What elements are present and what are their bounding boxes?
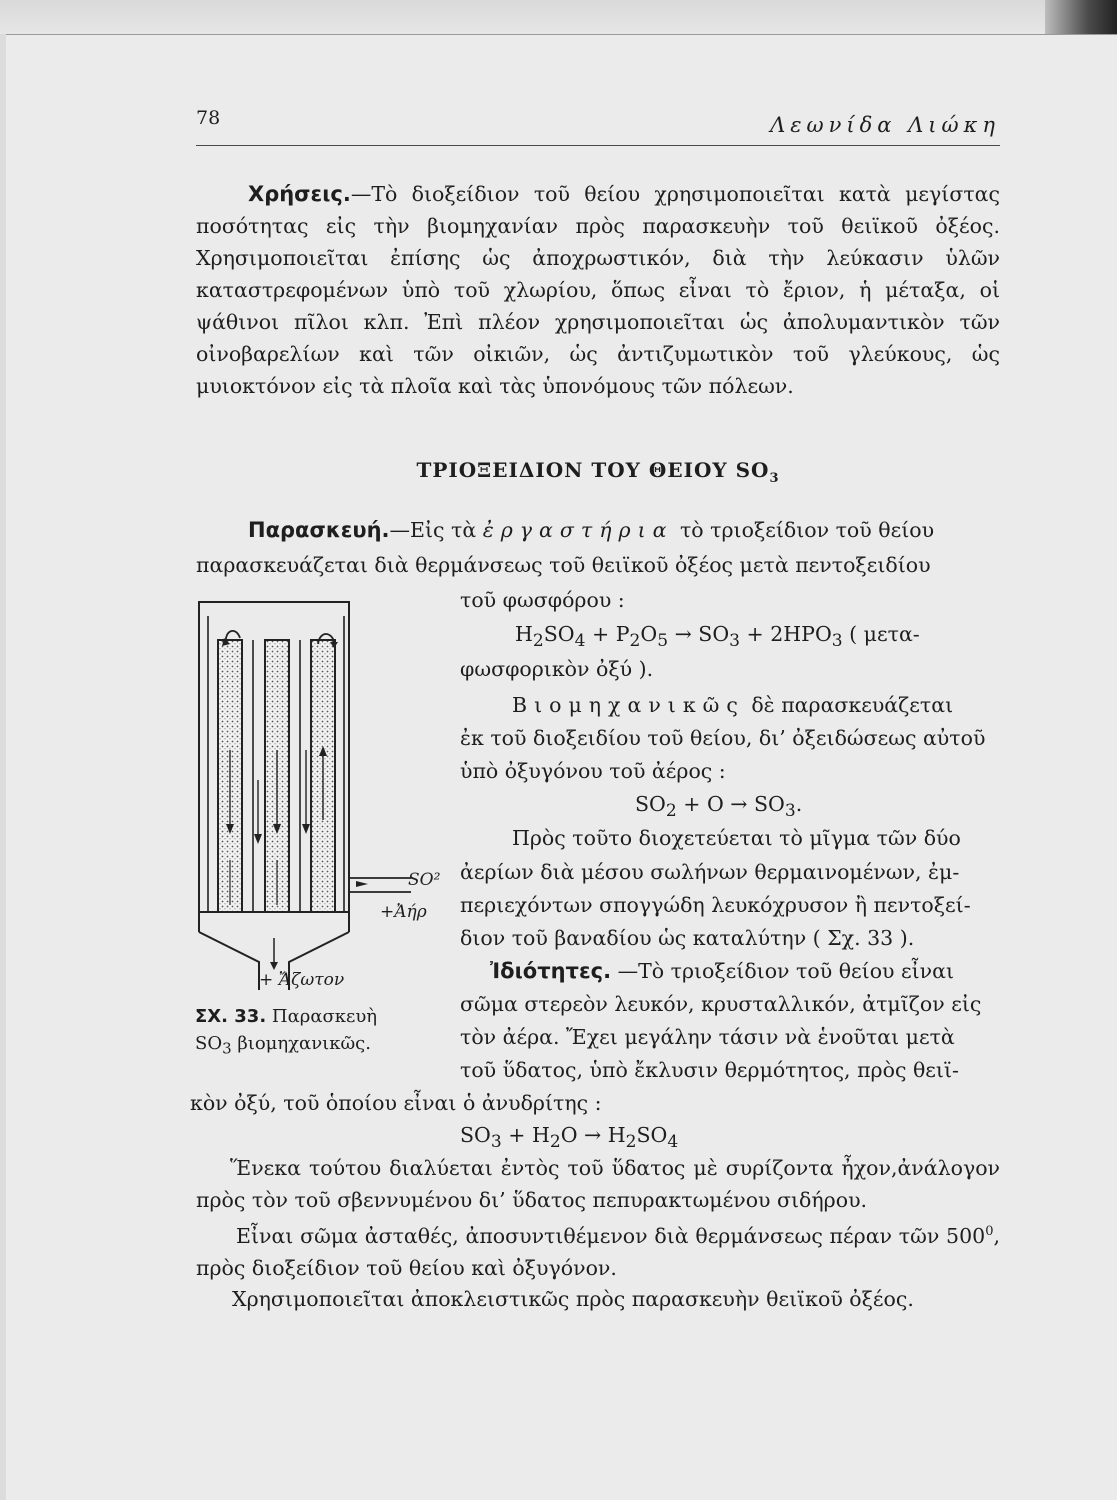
prep-line-4: φωσφορικὸν ὀξύ ). bbox=[460, 657, 654, 681]
prep-line-1 bbox=[248, 514, 934, 546]
label-nitrogen: + Ἄζωτον bbox=[259, 970, 345, 990]
eq1-o-sub: 5 bbox=[657, 631, 669, 652]
section-heading-text: ΤΡΙΟΞΕΙΔΙΟΝ ΤΟΥ ΘΕΙΟΥ SO bbox=[416, 458, 770, 482]
props-paragraph-4: Χρησιμοποιεῖται ἀποκλειστικῶς πρὸς παρασκευὴν θειϊκοῦ ὀξέος. bbox=[232, 1287, 914, 1311]
eq1-so3-sub: 3 bbox=[729, 631, 741, 652]
eq1-note: ( μετα- bbox=[842, 622, 920, 646]
page-edge bbox=[0, 34, 6, 1500]
eq1-plus1: + P bbox=[585, 622, 630, 646]
running-head: Λεωνίδα Λιώκη bbox=[770, 113, 1000, 137]
eq1-so3: SO bbox=[698, 622, 730, 646]
prep-line-7: ὑπὸ ὀξυγόνου τοῦ ἀέρος : bbox=[460, 759, 726, 783]
prep-line-6: ἐκ τοῦ διοξειδίου τοῦ θείου, δι’ ὀξειδώσεως αὐτοῦ bbox=[460, 726, 986, 750]
page-header bbox=[196, 105, 1000, 146]
converter-diagram bbox=[196, 600, 446, 1000]
label-air: +Ἀήρ bbox=[380, 902, 427, 922]
prep-line1-b: τὸ τριοξείδιον τοῦ θείου bbox=[673, 518, 935, 542]
eq1-o: O bbox=[640, 622, 658, 646]
eq2-a: SO bbox=[635, 792, 666, 816]
eq3-a: SO bbox=[460, 1123, 491, 1147]
uses-paragraph bbox=[196, 178, 1000, 402]
props-para3-sup: 0 bbox=[985, 1224, 994, 1239]
eq2-b: + O → SO bbox=[676, 792, 785, 816]
eq1-h: H bbox=[515, 622, 533, 646]
caption-text-1: Παρασκευὴ bbox=[266, 1006, 378, 1027]
eq3-d: SO bbox=[636, 1123, 668, 1147]
figure-33 bbox=[196, 600, 446, 1000]
eq1-arrow: → bbox=[668, 622, 699, 646]
eq3-a-sub: 3 bbox=[490, 1132, 502, 1153]
uses-text: —Τὸ διοξείδιον τοῦ θείου χρησιμοποιεῖται κατὰ μεγίστας ποσότητας εἰς τὴν βιομηχανίαν πρὸς παρασκευὴν τοῦ θειϊκοῦ ὀξέος. Χρησιμοποιεῖται ἐπίσης ὡς ἀποχρωστικόν, διὰ τὴν λεύκασιν ὑλῶν καταστρεφομένων ὑπὸ τοῦ χλωρίου, ὅπως εἶναι τὸ ἔριον, ἡ μέταξα, οἱ ψάθινοι πῖλοι κλπ. Ἐπὶ πλέον χρησιμοποιεῖται ὡς ἀπολυμαντικὸν τῶν οἰνοβαρελίων καὶ τῶν οἰκιῶν, ὡς ἀντιζυμωτικὸν τοῦ γλεύκους, ὡς μυιοκτόνον εἰς τὰ πλοῖα καὶ τὰς ὑπονόμους τῶν πόλεων. bbox=[196, 182, 1000, 398]
caption-number: ΣΧ. 33. bbox=[195, 1006, 267, 1027]
scan-top-band bbox=[0, 0, 1117, 35]
prep-line5-b: δὲ παρασκευάζεται bbox=[744, 693, 954, 717]
section-heading-sub: 3 bbox=[769, 471, 780, 486]
eq3-b: + H bbox=[501, 1123, 550, 1147]
props-line-5: κὸν ὀξύ, τοῦ ὁποίου εἶναι ὁ ἀνυδρίτης : bbox=[190, 1091, 602, 1115]
prep-line-9: ἀερίων διὰ μέσου σωλήνων θερμαινομένων, ἐμ- bbox=[460, 860, 960, 884]
eq3-b-sub: 2 bbox=[549, 1132, 561, 1153]
props-lead: Ἰδιότητες. bbox=[490, 959, 612, 983]
eq1-p-sub: 2 bbox=[629, 631, 641, 652]
props-line-4: τοῦ ὕδατος, ὑπὸ ἔκλυσιν θερμότητος, πρὸς θειϊ- bbox=[460, 1058, 959, 1082]
uses-lead: Χρήσεις. bbox=[248, 182, 351, 206]
eq2-a-sub: 2 bbox=[665, 801, 677, 822]
eq1-s: SO bbox=[543, 622, 575, 646]
page-number: 78 bbox=[196, 107, 221, 129]
props-line-3: τὸν ἀέρα. Ἔχει μεγάλην τάσιν νὰ ἑνοῦται μετὰ bbox=[460, 1025, 955, 1049]
props-paragraph-2: Ἕνεκα τούτου διαλύεται ἐντὸς τοῦ ὕδατος μὲ συρίζοντα ἦχον,ἀνάλογον πρὸς τὸν τοῦ σβεννυμένου δι’ ὕδατος πεπυρακτωμένου σιδήρου. bbox=[196, 1156, 1000, 1212]
props-line-1 bbox=[490, 955, 954, 987]
prep-line5-spaced: Βιομηχανικῶς bbox=[512, 693, 745, 717]
prep-line-2: παρασκευάζεται διὰ θερμάνσεως τοῦ θειϊκοῦ ὀξέος μετὰ πεντοξειδίου bbox=[196, 553, 931, 577]
scan-corner-shadow bbox=[1045, 0, 1117, 34]
eq3-d-sub: 4 bbox=[667, 1132, 679, 1153]
prep-line-8: Πρὸς τοῦτο διοχετεύεται τὸ μῖγμα τῶν δύο bbox=[512, 826, 961, 850]
caption-sub: 3 bbox=[222, 1039, 232, 1058]
eq3-c-sub: 2 bbox=[625, 1132, 637, 1153]
props-paragraph-3 bbox=[196, 1216, 1000, 1284]
props-line1-b: —Τὸ τριοξείδιον τοῦ θείου εἶναι bbox=[611, 959, 955, 983]
eq1-plus2: + 2HPO bbox=[740, 622, 832, 646]
eq1-h-sub: 2 bbox=[532, 631, 544, 652]
prep-line-11: διον τοῦ βαναδίου ὡς καταλύτην ( Σχ. 33 ). bbox=[460, 926, 915, 950]
prep-line1-spaced: ἐργαστήρια bbox=[482, 518, 674, 542]
eq3-c: O → H bbox=[560, 1123, 626, 1147]
caption-text-2: βιομηχανικῶς. bbox=[231, 1033, 371, 1054]
label-so2: SO² bbox=[408, 870, 441, 890]
eq1-hpo-sub: 3 bbox=[831, 631, 843, 652]
caption-so: SO bbox=[195, 1033, 223, 1054]
props-para3-a: Εἶναι σῶμα ἀσταθές, ἀποσυντιθέμενον διὰ θερμάνσεως πέραν τῶν 500 bbox=[236, 1223, 986, 1248]
prep-lead: Παρασκευή. bbox=[248, 518, 390, 542]
equation-2 bbox=[635, 789, 802, 826]
eq2-end: . bbox=[795, 792, 803, 816]
eq2-b-sub: 3 bbox=[784, 801, 796, 822]
prep-line-3: τοῦ φωσφόρου : bbox=[460, 588, 625, 612]
prep-line1-a: —Εἰς τὰ bbox=[389, 518, 483, 542]
eq1-s-sub: 4 bbox=[574, 631, 586, 652]
equation-1 bbox=[515, 619, 920, 656]
section-heading bbox=[196, 458, 1000, 486]
props-line-2: σῶμα στερεὸν λευκόν, κρυσταλλικόν, ἀτμῖζον εἰς bbox=[460, 992, 982, 1016]
prep-line-10: περιεχόντων σπογγώδη λευκόχρυσον ἢ πεντοξεί- bbox=[460, 893, 971, 917]
figure-caption bbox=[195, 1003, 435, 1063]
prep-line-5 bbox=[512, 689, 953, 721]
props-para3-b: , πρὸς διοξείδιον τοῦ θείου καὶ ὀξυγόνον. bbox=[196, 1223, 1000, 1280]
